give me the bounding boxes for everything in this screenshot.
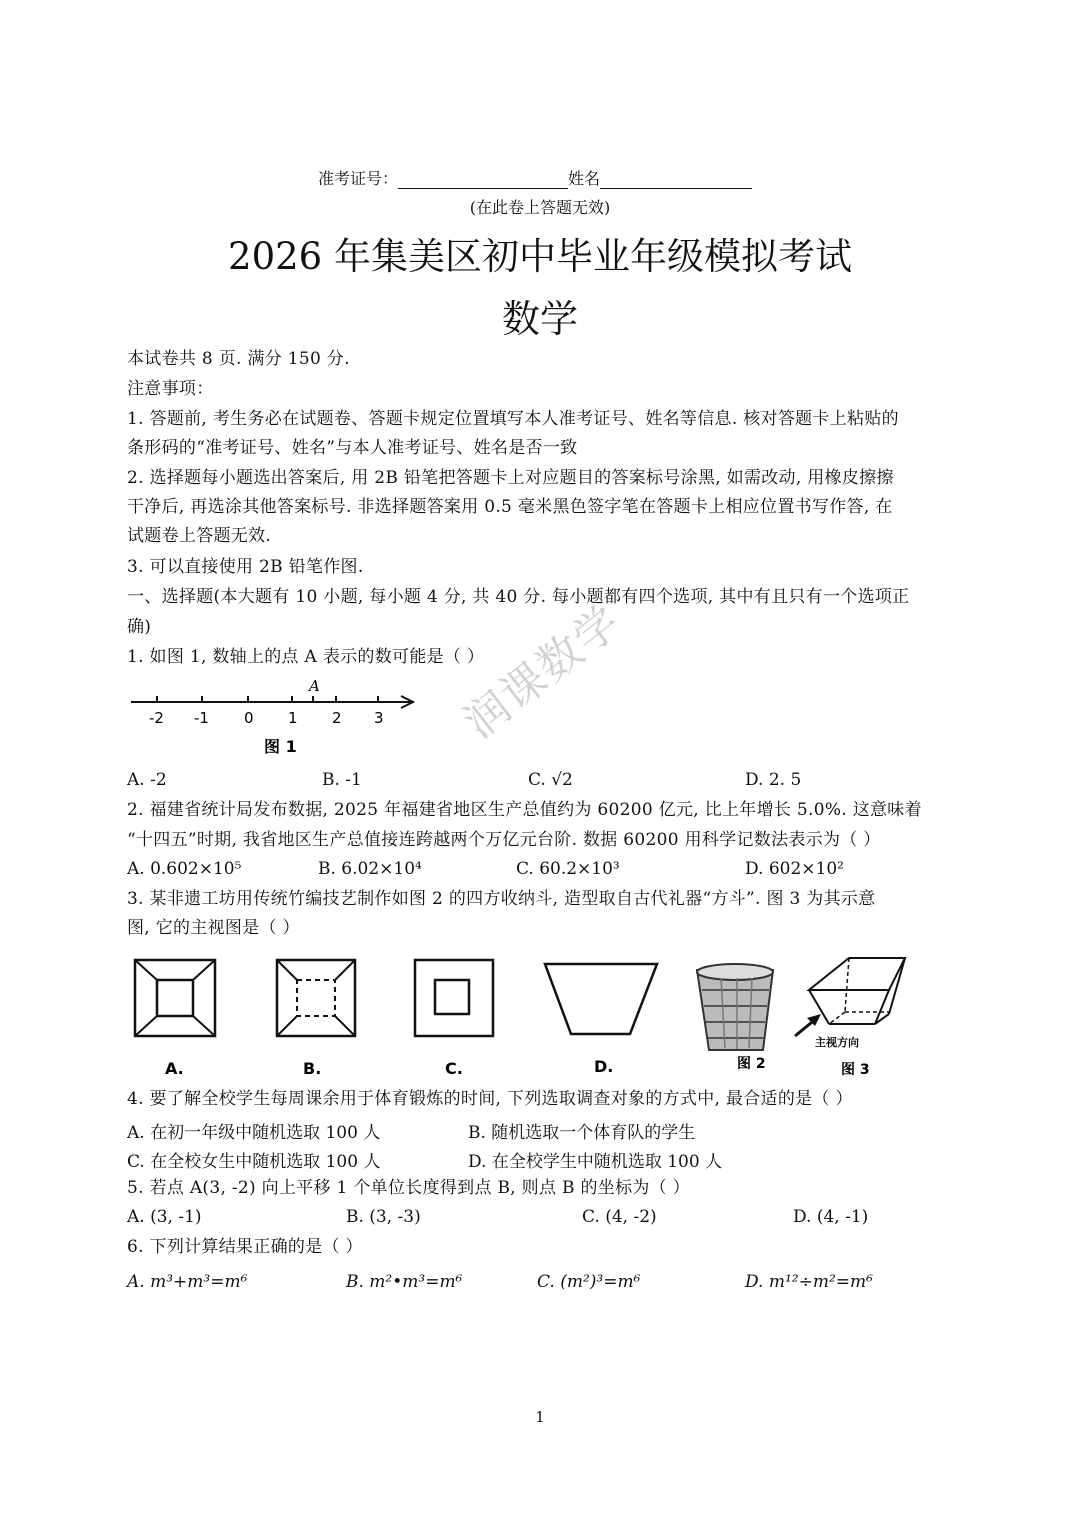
option-d-drawing [545,964,657,1034]
option-c-drawing [415,960,493,1036]
note-1: 1. 答题前, 考生务必在试题卷、答题卡规定位置填写本人准考证号、姓名等信息. 核对答题卡上粘贴的 [127,409,899,429]
q1-option-b[interactable]: B. -1 [322,770,362,790]
q6-option-a[interactable]: A. m³+m³=m⁶ [127,1272,248,1292]
q3-options-figure [127,950,927,1082]
note-2-end: 试题卷上答题无效. [127,526,272,546]
figure-1-caption: 图 1 [264,737,297,756]
number-line-figure [127,672,427,764]
q4-stem: 4. 要了解全校学生每周课余用于体育锻炼的时间, 下列选取调查对象的方式中, 最合适的是（ ） [127,1089,853,1109]
q1-option-d[interactable]: D. 2. 5 [745,770,802,790]
q3-stem-cont: 图, 它的主视图是（ ） [127,918,300,938]
exam-title: 2026 年集美区初中毕业年级模拟考试 [228,235,852,278]
watermark: 润课数学 [454,595,632,749]
tick-label: 0 [244,709,254,727]
note-2-cont: 干净后, 再选涂其他答案标号. 非选择题答案用 0.5 毫米黑色签字笔在答题卡上相应位置书写作答, 在 [127,497,893,517]
tick-label: 2 [332,709,342,727]
q1-option-c[interactable]: C. √2 [528,770,573,790]
point-a-label: A [309,677,320,695]
q5-option-a[interactable]: A. (3, -1) [127,1207,202,1227]
q5-option-d[interactable]: D. (4, -1) [793,1207,869,1227]
section-heading: 一、选择题(本大题有 10 小题, 每小题 4 分, 共 40 分. 每小题都有四个选项, 其中有且只有一个选项正 [127,587,910,607]
fig-label-b: B. [303,1059,322,1078]
tick-label: 1 [288,709,298,727]
fig-label-3: 图 3 [841,1062,870,1078]
q4-option-a[interactable]: A. 在初一年级中随机选取 100 人 [127,1123,381,1143]
q5-option-c[interactable]: C. (4, -2) [582,1207,657,1227]
q2-option-c[interactable]: C. 60.2×10³ [516,859,620,879]
notes-heading: 注意事项： [127,379,214,399]
name-label: 姓名 [568,169,601,188]
view-direction-label: 主视方向 [815,1036,859,1049]
page-number: 1 [535,1408,545,1426]
schematic-figure [795,958,905,1036]
exam-id-blank[interactable] [398,170,568,189]
woven-basket-figure [697,964,773,1050]
subject-title: 数学 [501,297,578,341]
q2-option-b[interactable]: B. 6.02×10⁴ [318,859,422,879]
q1-option-a[interactable]: A. -2 [127,770,167,790]
option-b-drawing [277,960,355,1036]
q6-option-c[interactable]: C. (m²)³=m⁶ [537,1272,641,1292]
q1-stem: 1. 如图 1, 数轴上的点 A 表示的数可能是（ ） [127,647,485,667]
q6-option-b[interactable]: B. m²•m³=m⁶ [346,1272,463,1292]
q6-stem: 6. 下列计算结果正确的是（ ） [127,1237,363,1257]
note-2: 2. 选择题每小题选出答案后, 用 2B 铅笔把答题卡上对应题目的答案标号涂黑, 如需改动, 用橡皮擦擦 [127,468,894,488]
option-a-drawing [135,960,215,1036]
q5-option-b[interactable]: B. (3, -3) [346,1207,421,1227]
fig-label-2: 图 2 [737,1056,766,1072]
tick-label: 3 [374,709,384,727]
q2-stem: 2. 福建省统计局发布数据, 2025 年福建省地区生产总值约为 60200 亿元, 比上年增长 5.0%. 这意味着 [127,800,922,820]
q4-option-b[interactable]: B. 随机选取一个体育队的学生 [468,1123,696,1143]
fig-label-a: A. [165,1059,184,1078]
fig-label-d: D. [594,1057,614,1076]
exam-header [318,166,752,189]
fig-label-c: C. [445,1059,463,1078]
q2-option-a[interactable]: A. 0.602×10⁵ [127,859,242,879]
q2-option-d[interactable]: D. 602×10² [745,859,844,879]
q6-option-d[interactable]: D. m¹²÷m²=m⁶ [745,1272,873,1292]
q2-stem-cont: “十四五”时期, 我省地区生产总值接连跨越两个万亿元台阶. 数据 60200 用科学记数法表示为（ ） [127,830,881,850]
q4-option-d[interactable]: D. 在全校学生中随机选取 100 人 [468,1152,723,1172]
section-heading-cont: 确) [127,617,152,637]
q5-stem: 5. 若点 A(3, -2) 向上平移 1 个单位长度得到点 B, 则点 B 的坐标为（ ） [127,1178,690,1198]
q3-stem: 3. 某非遗工坊用传统竹编技艺制作如图 2 的四方收纳斗, 造型取自古代礼器“方斗”. 图 3 为其示意 [127,889,876,909]
note-1-cont: 条形码的“准考证号、姓名”与本人准考证号、姓名是否一致 [127,438,578,458]
name-blank[interactable] [600,170,752,189]
note-3: 3. 可以直接使用 2B 铅笔作图. [127,557,364,577]
exam-id-label: 准考证号： [318,169,399,188]
q4-option-c[interactable]: C. 在全校女生中随机选取 100 人 [127,1152,381,1172]
invalid-notice: (在此卷上答题无效) [469,198,611,217]
tick-label: -2 [149,709,164,727]
intro-line: 本试卷共 8 页. 满分 150 分. [127,349,350,369]
tick-label: -1 [194,709,209,727]
